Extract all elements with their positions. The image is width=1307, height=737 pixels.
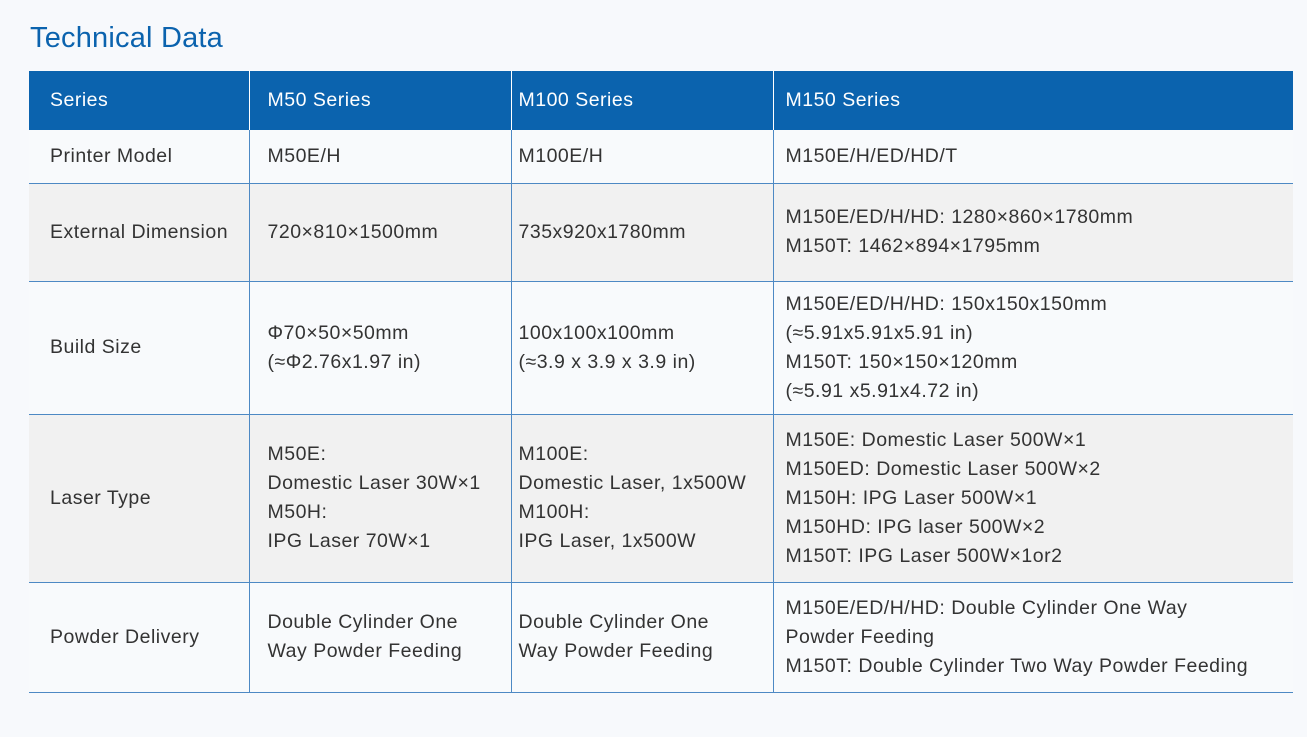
cell-line: Φ70×50×50mm [267,321,409,344]
cell-line: M150T: IPG Laser 500W×1or2 [785,544,1063,567]
table-row [29,414,1293,582]
row-label: External Dimension [29,183,249,281]
cell-line: (≈5.91x5.91x5.91 in) [785,321,974,344]
row-label: Powder Delivery [29,582,249,692]
cell-line: M50E: [267,443,327,465]
cell-line: Domestic Laser, 1x500W [518,472,747,494]
cell-line: M100H: [518,501,590,523]
cell-m50 [249,582,511,692]
cell-line: M150T: Double Cylinder Two Way Powder Feeding [785,654,1249,677]
cell-m100 [511,582,773,692]
table-row [29,130,1293,183]
cell-line: M150HD: IPG laser 500W×2 [785,515,1046,538]
cell-line: M150ED: Domestic Laser 500W×2 [785,457,1101,480]
cell-line: Double Cylinder One [518,611,710,633]
cell-line: M100E/H [518,144,604,167]
table-header [29,71,1293,130]
row-label: Build Size [29,281,249,414]
cell-line: M50H: [267,501,328,523]
cell-line: 720×810×1500mm [267,220,439,243]
cell-line: M150T: 1462×894×1795mm [785,235,1041,257]
cell-line: IPG Laser 70W×1 [267,530,431,552]
row-label: Laser Type [29,414,249,582]
cell-line: Way Powder Feeding [267,640,463,662]
technical-data-table [29,71,1293,693]
cell-line: M50E/H [267,144,341,167]
cell-line: (≈5.91 x5.91x4.72 in) [785,379,980,402]
cell-m100 [511,414,773,582]
cell-line: M150T: 150×150×120mm [785,350,1018,373]
cell-line: M100E: [518,443,589,465]
cell-line: M150E/H/ED/HD/T [785,144,958,167]
cell-line: IPG Laser, 1x500W [518,530,697,552]
cell-m150 [773,414,1293,582]
table-row [29,582,1293,692]
header-m50-series: M50 Series [249,71,511,130]
cell-m150 [773,183,1293,281]
header-row [29,71,1293,130]
table-row [29,183,1293,281]
cell-m150 [773,130,1293,183]
table-row [29,281,1293,414]
cell-line: Double Cylinder One [267,611,459,633]
table-body [29,130,1293,692]
cell-m100 [511,183,773,281]
cell-line: M150E/ED/H/HD: 150x150x150mm [785,292,1108,315]
row-label: Printer Model [29,130,249,183]
cell-line: 100x100x100mm [518,321,675,344]
cell-m100 [511,281,773,414]
page-title: Technical Data [30,22,224,54]
cell-m50 [249,414,511,582]
cell-m50 [249,130,511,183]
cell-line: Way Powder Feeding [518,640,714,662]
cell-line: M150E: Domestic Laser 500W×1 [785,428,1087,451]
cell-m100 [511,130,773,183]
cell-m150 [773,582,1293,692]
cell-m50 [249,281,511,414]
cell-line: M150E/ED/H/HD: Double Cylinder One Way [785,596,1188,619]
cell-line: Powder Feeding [785,625,935,648]
header-m150-series: M150 Series [773,71,1293,130]
cell-line: (≈Φ2.76x1.97 in) [267,350,421,373]
cell-line: 735x920x1780mm [518,220,686,243]
cell-m50 [249,183,511,281]
cell-m150 [773,281,1293,414]
cell-line: M150E/ED/H/HD: 1280×860×1780mm [785,206,1134,228]
cell-line: Domestic Laser 30W×1 [267,472,481,494]
cell-line: M150H: IPG Laser 500W×1 [785,486,1038,509]
header-series: Series [29,71,249,130]
cell-line: (≈3.9 x 3.9 x 3.9 in) [518,350,696,373]
header-m100-series: M100 Series [511,71,773,130]
